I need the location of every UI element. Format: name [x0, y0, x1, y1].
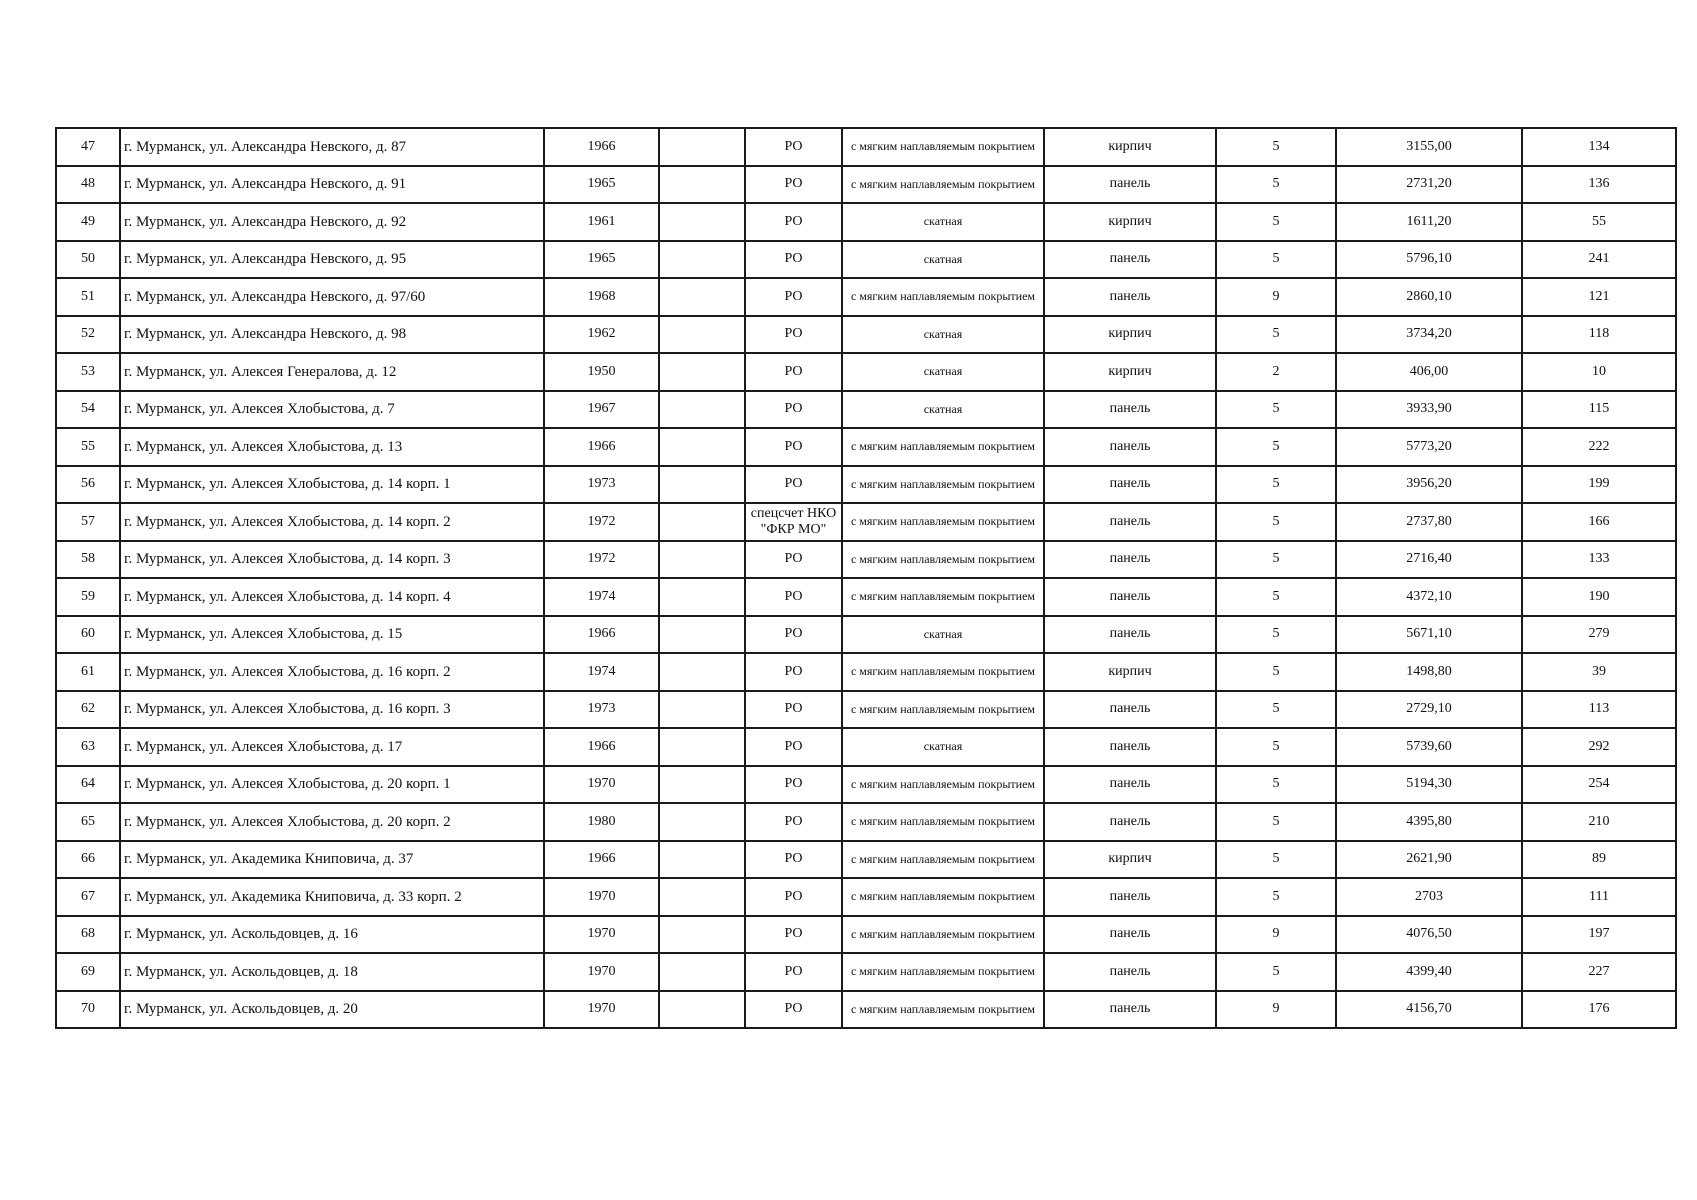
fund-method-cell: РО: [745, 991, 842, 1029]
roof-type-cell: с мягким наплавляемым покрытием: [842, 841, 1044, 879]
floors-cell: 5: [1216, 953, 1336, 991]
address-cell: г. Мурманск, ул. Алексея Хлобыстова, д. 14 корп. 3: [120, 541, 544, 579]
roof-type-cell: с мягким наплавляемым покрытием: [842, 953, 1044, 991]
floors-cell: 5: [1216, 503, 1336, 541]
area-cell: 5773,20: [1336, 428, 1522, 466]
wall-material-cell: кирпич: [1044, 203, 1216, 241]
wall-material-cell: кирпич: [1044, 353, 1216, 391]
table-row: [56, 428, 1676, 466]
row-number-cell: 60: [56, 616, 120, 654]
year-built-cell: 1970: [544, 991, 659, 1029]
row-number-cell: 61: [56, 653, 120, 691]
row-number-cell: 51: [56, 278, 120, 316]
row-number-cell: 54: [56, 391, 120, 429]
table-row: [56, 128, 1676, 166]
fund-method-cell: РО: [745, 316, 842, 354]
year-built-cell: 1970: [544, 916, 659, 954]
wall-material-cell: панель: [1044, 916, 1216, 954]
floors-cell: 5: [1216, 166, 1336, 204]
residents-cell: 10: [1522, 353, 1676, 391]
floors-cell: 5: [1216, 316, 1336, 354]
address-cell: г. Мурманск, ул. Алексея Хлобыстова, д. 14 корп. 2: [120, 503, 544, 541]
empty-cell: [659, 616, 745, 654]
empty-cell: [659, 241, 745, 279]
wall-material-cell: панель: [1044, 428, 1216, 466]
row-number-cell: 67: [56, 878, 120, 916]
year-built-cell: 1973: [544, 466, 659, 504]
year-built-cell: 1962: [544, 316, 659, 354]
fund-method-cell: РО: [745, 728, 842, 766]
residents-cell: 222: [1522, 428, 1676, 466]
fund-method-cell: РО: [745, 578, 842, 616]
floors-cell: 5: [1216, 466, 1336, 504]
row-number-cell: 49: [56, 203, 120, 241]
address-cell: г. Мурманск, ул. Алексея Хлобыстова, д. 7: [120, 391, 544, 429]
residents-cell: 134: [1522, 128, 1676, 166]
table-row: [56, 653, 1676, 691]
fund-method-cell: РО: [745, 203, 842, 241]
empty-cell: [659, 916, 745, 954]
floors-cell: 5: [1216, 841, 1336, 879]
table-row: [56, 203, 1676, 241]
empty-cell: [659, 878, 745, 916]
residents-cell: 190: [1522, 578, 1676, 616]
empty-cell: [659, 578, 745, 616]
empty-cell: [659, 653, 745, 691]
year-built-cell: 1966: [544, 728, 659, 766]
wall-material-cell: панель: [1044, 616, 1216, 654]
empty-cell: [659, 353, 745, 391]
row-number-cell: 55: [56, 428, 120, 466]
roof-type-cell: с мягким наплавляемым покрытием: [842, 128, 1044, 166]
table-row: [56, 916, 1676, 954]
wall-material-cell: панель: [1044, 466, 1216, 504]
address-cell: г. Мурманск, ул. Алексея Хлобыстова, д. 20 корп. 1: [120, 766, 544, 804]
floors-cell: 5: [1216, 616, 1336, 654]
row-number-cell: 66: [56, 841, 120, 879]
table-row: [56, 316, 1676, 354]
roof-type-cell: скатная: [842, 391, 1044, 429]
year-built-cell: 1972: [544, 541, 659, 579]
area-cell: 5796,10: [1336, 241, 1522, 279]
row-number-cell: 68: [56, 916, 120, 954]
area-cell: 406,00: [1336, 353, 1522, 391]
year-built-cell: 1970: [544, 766, 659, 804]
address-cell: г. Мурманск, ул. Александра Невского, д. 92: [120, 203, 544, 241]
row-number-cell: 59: [56, 578, 120, 616]
floors-cell: 5: [1216, 241, 1336, 279]
residents-cell: 166: [1522, 503, 1676, 541]
floors-cell: 5: [1216, 691, 1336, 729]
floors-cell: 9: [1216, 278, 1336, 316]
year-built-cell: 1968: [544, 278, 659, 316]
area-cell: 5671,10: [1336, 616, 1522, 654]
fund-method-cell: РО: [745, 278, 842, 316]
fund-method-cell: спецсчет НКО "ФКР МО": [745, 503, 842, 541]
fund-method-cell: РО: [745, 803, 842, 841]
residents-cell: 118: [1522, 316, 1676, 354]
roof-type-cell: с мягким наплавляемым покрытием: [842, 653, 1044, 691]
fund-method-cell: РО: [745, 466, 842, 504]
year-built-cell: 1966: [544, 128, 659, 166]
year-built-cell: 1965: [544, 241, 659, 279]
year-built-cell: 1974: [544, 578, 659, 616]
table-row: [56, 691, 1676, 729]
residents-cell: 89: [1522, 841, 1676, 879]
residents-cell: 210: [1522, 803, 1676, 841]
area-cell: 3956,20: [1336, 466, 1522, 504]
roof-type-cell: с мягким наплавляемым покрытием: [842, 803, 1044, 841]
fund-method-cell: РО: [745, 541, 842, 579]
roof-type-cell: с мягким наплавляемым покрытием: [842, 503, 1044, 541]
roof-type-cell: с мягким наплавляемым покрытием: [842, 991, 1044, 1029]
address-cell: г. Мурманск, ул. Александра Невского, д. 87: [120, 128, 544, 166]
floors-cell: 9: [1216, 991, 1336, 1029]
area-cell: 1611,20: [1336, 203, 1522, 241]
area-cell: 3155,00: [1336, 128, 1522, 166]
year-built-cell: 1974: [544, 653, 659, 691]
table-row: [56, 728, 1676, 766]
address-cell: г. Мурманск, ул. Алексея Хлобыстова, д. 15: [120, 616, 544, 654]
empty-cell: [659, 541, 745, 579]
fund-method-cell: РО: [745, 241, 842, 279]
wall-material-cell: панель: [1044, 766, 1216, 804]
residents-cell: 113: [1522, 691, 1676, 729]
roof-type-cell: с мягким наплавляемым покрытием: [842, 466, 1044, 504]
table-row: [56, 766, 1676, 804]
address-cell: г. Мурманск, ул. Алексея Хлобыстова, д. 13: [120, 428, 544, 466]
residents-cell: 111: [1522, 878, 1676, 916]
empty-cell: [659, 503, 745, 541]
wall-material-cell: панель: [1044, 578, 1216, 616]
address-cell: г. Мурманск, ул. Алексея Генералова, д. 12: [120, 353, 544, 391]
wall-material-cell: панель: [1044, 991, 1216, 1029]
address-cell: г. Мурманск, ул. Александра Невского, д. 97/60: [120, 278, 544, 316]
empty-cell: [659, 953, 745, 991]
residents-cell: 241: [1522, 241, 1676, 279]
area-cell: 4399,40: [1336, 953, 1522, 991]
table-row: [56, 991, 1676, 1029]
area-cell: 5739,60: [1336, 728, 1522, 766]
roof-type-cell: скатная: [842, 203, 1044, 241]
table-row: [56, 578, 1676, 616]
row-number-cell: 56: [56, 466, 120, 504]
address-cell: г. Мурманск, ул. Алексея Хлобыстова, д. 17: [120, 728, 544, 766]
wall-material-cell: панель: [1044, 953, 1216, 991]
year-built-cell: 1961: [544, 203, 659, 241]
wall-material-cell: кирпич: [1044, 316, 1216, 354]
fund-method-cell: РО: [745, 653, 842, 691]
roof-type-cell: скатная: [842, 316, 1044, 354]
area-cell: 2621,90: [1336, 841, 1522, 879]
area-cell: 2703: [1336, 878, 1522, 916]
row-number-cell: 63: [56, 728, 120, 766]
fund-method-cell: РО: [745, 953, 842, 991]
address-cell: г. Мурманск, ул. Алексея Хлобыстова, д. 16 корп. 2: [120, 653, 544, 691]
roof-type-cell: скатная: [842, 616, 1044, 654]
residents-cell: 176: [1522, 991, 1676, 1029]
empty-cell: [659, 841, 745, 879]
floors-cell: 2: [1216, 353, 1336, 391]
wall-material-cell: кирпич: [1044, 128, 1216, 166]
table-row: [56, 953, 1676, 991]
row-number-cell: 69: [56, 953, 120, 991]
roof-type-cell: с мягким наплавляемым покрытием: [842, 916, 1044, 954]
floors-cell: 5: [1216, 578, 1336, 616]
address-cell: г. Мурманск, ул. Александра Невского, д. 91: [120, 166, 544, 204]
area-cell: 2716,40: [1336, 541, 1522, 579]
roof-type-cell: с мягким наплавляемым покрытием: [842, 578, 1044, 616]
floors-cell: 5: [1216, 803, 1336, 841]
table-row: [56, 166, 1676, 204]
year-built-cell: 1970: [544, 953, 659, 991]
address-cell: г. Мурманск, ул. Алексея Хлобыстова, д. 20 корп. 2: [120, 803, 544, 841]
area-cell: 2860,10: [1336, 278, 1522, 316]
wall-material-cell: панель: [1044, 541, 1216, 579]
empty-cell: [659, 166, 745, 204]
row-number-cell: 70: [56, 991, 120, 1029]
floors-cell: 5: [1216, 203, 1336, 241]
area-cell: 4395,80: [1336, 803, 1522, 841]
wall-material-cell: панель: [1044, 503, 1216, 541]
wall-material-cell: панель: [1044, 803, 1216, 841]
floors-cell: 5: [1216, 428, 1336, 466]
fund-method-cell: РО: [745, 353, 842, 391]
table-row: [56, 803, 1676, 841]
residents-cell: 136: [1522, 166, 1676, 204]
roof-type-cell: с мягким наплавляемым покрытием: [842, 766, 1044, 804]
table-row: [56, 616, 1676, 654]
wall-material-cell: панель: [1044, 691, 1216, 729]
roof-type-cell: скатная: [842, 728, 1044, 766]
empty-cell: [659, 728, 745, 766]
wall-material-cell: панель: [1044, 878, 1216, 916]
row-number-cell: 52: [56, 316, 120, 354]
address-cell: г. Мурманск, ул. Аскольдовцев, д. 18: [120, 953, 544, 991]
roof-type-cell: с мягким наплавляемым покрытием: [842, 541, 1044, 579]
residents-cell: 39: [1522, 653, 1676, 691]
floors-cell: 5: [1216, 766, 1336, 804]
table-body: [56, 128, 1676, 1028]
roof-type-cell: с мягким наплавляемым покрытием: [842, 878, 1044, 916]
row-number-cell: 64: [56, 766, 120, 804]
fund-method-cell: РО: [745, 616, 842, 654]
fund-method-cell: РО: [745, 841, 842, 879]
table-row: [56, 466, 1676, 504]
address-cell: г. Мурманск, ул. Академика Книповича, д. 33 корп. 2: [120, 878, 544, 916]
fund-method-cell: РО: [745, 766, 842, 804]
area-cell: 4076,50: [1336, 916, 1522, 954]
address-cell: г. Мурманск, ул. Алексея Хлобыстова, д. 14 корп. 1: [120, 466, 544, 504]
roof-type-cell: с мягким наплавляемым покрытием: [842, 691, 1044, 729]
row-number-cell: 57: [56, 503, 120, 541]
empty-cell: [659, 203, 745, 241]
empty-cell: [659, 766, 745, 804]
residents-cell: 199: [1522, 466, 1676, 504]
residents-cell: 55: [1522, 203, 1676, 241]
address-cell: г. Мурманск, ул. Алексея Хлобыстова, д. 16 корп. 3: [120, 691, 544, 729]
empty-cell: [659, 803, 745, 841]
area-cell: 2731,20: [1336, 166, 1522, 204]
wall-material-cell: кирпич: [1044, 653, 1216, 691]
floors-cell: 5: [1216, 391, 1336, 429]
roof-type-cell: с мягким наплавляемым покрытием: [842, 428, 1044, 466]
area-cell: 1498,80: [1336, 653, 1522, 691]
empty-cell: [659, 278, 745, 316]
wall-material-cell: панель: [1044, 166, 1216, 204]
year-built-cell: 1973: [544, 691, 659, 729]
residents-cell: 197: [1522, 916, 1676, 954]
empty-cell: [659, 691, 745, 729]
table-row: [56, 278, 1676, 316]
wall-material-cell: панель: [1044, 391, 1216, 429]
address-cell: г. Мурманск, ул. Аскольдовцев, д. 20: [120, 991, 544, 1029]
residents-cell: 227: [1522, 953, 1676, 991]
table-row: [56, 241, 1676, 279]
fund-method-cell: РО: [745, 391, 842, 429]
row-number-cell: 47: [56, 128, 120, 166]
empty-cell: [659, 428, 745, 466]
year-built-cell: 1980: [544, 803, 659, 841]
year-built-cell: 1950: [544, 353, 659, 391]
year-built-cell: 1970: [544, 878, 659, 916]
table-row: [56, 541, 1676, 579]
address-cell: г. Мурманск, ул. Александра Невского, д. 98: [120, 316, 544, 354]
year-built-cell: 1966: [544, 841, 659, 879]
year-built-cell: 1966: [544, 616, 659, 654]
fund-method-cell: РО: [745, 166, 842, 204]
residents-cell: 254: [1522, 766, 1676, 804]
floors-cell: 5: [1216, 653, 1336, 691]
empty-cell: [659, 128, 745, 166]
roof-type-cell: скатная: [842, 241, 1044, 279]
table-row: [56, 503, 1676, 541]
floors-cell: 5: [1216, 728, 1336, 766]
table-row: [56, 841, 1676, 879]
year-built-cell: 1966: [544, 428, 659, 466]
area-cell: 4372,10: [1336, 578, 1522, 616]
row-number-cell: 65: [56, 803, 120, 841]
area-cell: 2729,10: [1336, 691, 1522, 729]
table-row: [56, 353, 1676, 391]
row-number-cell: 48: [56, 166, 120, 204]
empty-cell: [659, 466, 745, 504]
empty-cell: [659, 991, 745, 1029]
row-number-cell: 50: [56, 241, 120, 279]
wall-material-cell: кирпич: [1044, 841, 1216, 879]
area-cell: 3933,90: [1336, 391, 1522, 429]
roof-type-cell: с мягким наплавляемым покрытием: [842, 278, 1044, 316]
floors-cell: 5: [1216, 878, 1336, 916]
wall-material-cell: панель: [1044, 278, 1216, 316]
residents-cell: 121: [1522, 278, 1676, 316]
fund-method-cell: РО: [745, 916, 842, 954]
address-cell: г. Мурманск, ул. Александра Невского, д. 95: [120, 241, 544, 279]
address-cell: г. Мурманск, ул. Алексея Хлобыстова, д. 14 корп. 4: [120, 578, 544, 616]
empty-cell: [659, 316, 745, 354]
fund-method-cell: РО: [745, 691, 842, 729]
area-cell: 2737,80: [1336, 503, 1522, 541]
year-built-cell: 1967: [544, 391, 659, 429]
document-page: [55, 127, 1677, 1029]
year-built-cell: 1972: [544, 503, 659, 541]
floors-cell: 5: [1216, 128, 1336, 166]
residents-cell: 292: [1522, 728, 1676, 766]
area-cell: 4156,70: [1336, 991, 1522, 1029]
roof-type-cell: скатная: [842, 353, 1044, 391]
table-row: [56, 878, 1676, 916]
table-row: [56, 391, 1676, 429]
row-number-cell: 53: [56, 353, 120, 391]
residents-cell: 279: [1522, 616, 1676, 654]
fund-method-cell: РО: [745, 878, 842, 916]
area-cell: 5194,30: [1336, 766, 1522, 804]
address-cell: г. Мурманск, ул. Аскольдовцев, д. 16: [120, 916, 544, 954]
housing-registry-table: [55, 127, 1677, 1029]
row-number-cell: 62: [56, 691, 120, 729]
fund-method-cell: РО: [745, 428, 842, 466]
row-number-cell: 58: [56, 541, 120, 579]
year-built-cell: 1965: [544, 166, 659, 204]
address-cell: г. Мурманск, ул. Академика Книповича, д. 37: [120, 841, 544, 879]
empty-cell: [659, 391, 745, 429]
floors-cell: 5: [1216, 541, 1336, 579]
residents-cell: 115: [1522, 391, 1676, 429]
roof-type-cell: с мягким наплавляемым покрытием: [842, 166, 1044, 204]
fund-method-cell: РО: [745, 128, 842, 166]
floors-cell: 9: [1216, 916, 1336, 954]
area-cell: 3734,20: [1336, 316, 1522, 354]
wall-material-cell: панель: [1044, 728, 1216, 766]
residents-cell: 133: [1522, 541, 1676, 579]
wall-material-cell: панель: [1044, 241, 1216, 279]
